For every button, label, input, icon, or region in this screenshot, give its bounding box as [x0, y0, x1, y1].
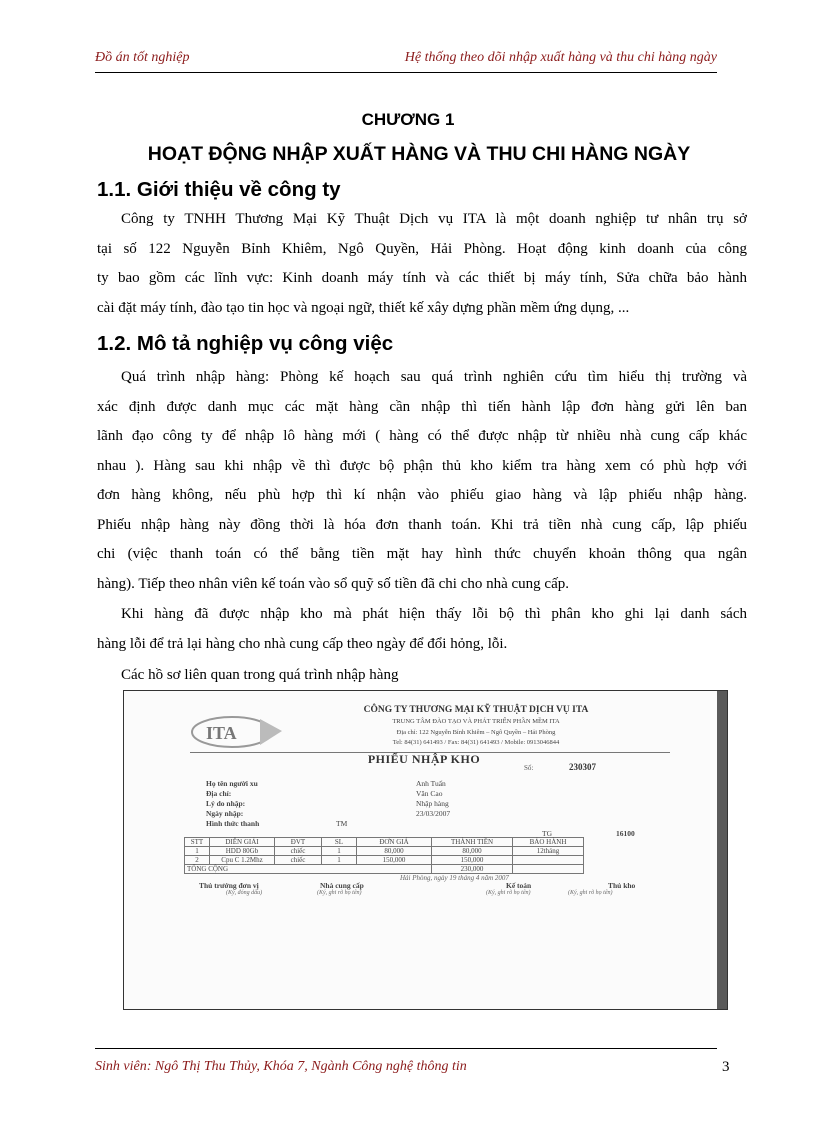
section-1-1-paragraph — [97, 205, 747, 323]
paragraph-line: Phiếu nhập hàng này đồng thời là hóa đơn thanh toán. Khi trả tiền nhà cung cấp, lập phiếu — [97, 516, 747, 533]
paragraph-line: Quá trình nhập hàng: Phòng kế hoạch sau quá trình nghiên cứu tìm hiểu thị trường và — [121, 369, 747, 385]
footer-student: Sinh viên: Ngô Thị Thu Thủy, Khóa 7, Ngành Công nghệ thông tin — [95, 1059, 467, 1074]
table-header-cell: ĐƠN GIÁ — [357, 838, 432, 847]
scan-so-value: 230307 — [569, 762, 596, 772]
table-cell — [513, 865, 584, 874]
paragraph-line: hàng lỗi để trả lại hàng cho nhà cung cấp theo ngày để đổi hỏng, lỗi. — [97, 635, 508, 652]
page-footer — [95, 1048, 730, 1075]
scan-field-label: Họ tên người xu — [206, 779, 258, 788]
scan-field-label: Hình thức thanh — [206, 819, 260, 828]
page-header — [95, 50, 717, 73]
table-header-cell: BẢO HÀNH — [513, 838, 584, 847]
paragraph-line: nhau ). Hàng sau khi nhập về thì được bộ phận thủ kho kiểm tra hàng xem có phù hợp với — [97, 457, 747, 474]
scan-signer-title: Thủ kho — [608, 881, 636, 890]
paragraph-line: xác định được danh mục các mặt hàng cần nhập thì tiến hành lập đơn hàng gửi lên ban — [97, 398, 747, 415]
table-cell: 150,000 — [357, 856, 432, 865]
scan-company-address: Địa chỉ: 122 Nguyễn Bỉnh Khiêm – Ngô Quyền – Hải Phòng — [396, 729, 556, 736]
chapter-label: CHƯƠNG 1 — [361, 110, 455, 129]
header-left: Đồ án tốt nghiệp — [95, 50, 190, 65]
paragraph-line: chi (việc thanh toán có thể bằng tiền mặt hay hình thức chuyển khoản thông qua ngân — [97, 546, 747, 562]
table-cell: 1 — [185, 847, 210, 856]
table-cell: chiếc — [275, 847, 322, 856]
scan-field-value: Anh Tuấn — [416, 779, 446, 788]
table-row — [185, 856, 584, 865]
chapter-title: HOẠT ĐỘNG NHẬP XUẤT HÀNG VÀ THU CHI HÀNG NGÀY — [147, 143, 691, 165]
section-1-2-paragraph-3: Các hồ sơ liên quan trong quá trình nhập hàng — [121, 667, 399, 683]
scan-signer-note: (Ký, ghi rõ họ tên) — [317, 890, 362, 896]
table-cell: 1 — [322, 847, 357, 856]
scan-field-value: TM — [336, 819, 348, 828]
table-cell — [513, 856, 584, 865]
scan-signer-title: Nhà cung cấp — [320, 881, 364, 890]
scan-form-title: PHIẾU NHẬP KHO — [367, 752, 481, 766]
scan-field-label: Lý do nhập: — [206, 799, 246, 808]
scan-field-label: Địa chỉ: — [206, 789, 232, 798]
scan-edge-shadow — [717, 691, 727, 1009]
paragraph-line: tại số 122 Nguyễn Bỉnh Khiêm, Ngô Quyền, Hải Phòng. Hoạt động kinh doanh của công — [97, 240, 747, 257]
table-total-row — [185, 865, 584, 874]
scan-company-sub: TRUNG TÂM ĐÀO TẠO VÀ PHÁT TRIỂN PHẦN MỀM ITA — [392, 718, 560, 725]
scan-tg-value: 16100 — [616, 829, 635, 838]
scan-signer-note: (Ký, ghi rõ họ tên) — [568, 890, 613, 896]
paragraph-line: Khi hàng đã được nhập kho mà phát hiện thấy lỗi bộ thì phân kho ghi lại danh sách — [121, 606, 747, 622]
table-header-cell: STT — [185, 838, 210, 847]
paragraph-line: đơn hàng không, nếu phù hợp thì kí nhận vào phiếu giao hàng và lập phiếu nhập hàng. — [97, 487, 747, 503]
scanned-receipt-image — [123, 690, 728, 1010]
table-cell: HDD 80Gb — [210, 847, 275, 856]
paragraph-line: hàng). Tiếp theo nhân viên kế toán vào sổ quỹ số tiền đã chi cho nhà cung cấp. — [97, 575, 569, 592]
table-row — [185, 847, 584, 856]
section-1-2-paragraph-2 — [97, 600, 747, 659]
table-total-label: TỔNG CỘNG — [185, 865, 432, 874]
header-right: Hệ thống theo dõi nhập xuất hàng và thu chi hàng ngày — [404, 50, 717, 65]
table-cell: 12tháng — [513, 847, 584, 856]
table-header-cell: DIỄN GIẢI — [210, 838, 275, 847]
ita-logo-icon — [190, 711, 288, 753]
scan-field-label: Ngày nhập: — [206, 809, 244, 818]
scan-tg-label: TG — [542, 829, 552, 838]
table-header-cell: THÀNH TIỀN — [432, 838, 513, 847]
section-heading-1-1: 1.1. Giới thiệu về công ty — [97, 178, 341, 201]
section-1-2-paragraph-1 — [97, 363, 747, 599]
table-total-value: 230,000 — [432, 865, 513, 874]
paragraph-line: cài đặt máy tính, đào tạo tin học và ngoại ngữ, thiết kế xây dựng phần mềm ứng dụng, ... — [97, 299, 630, 316]
scan-signer-title: Thủ trưởng đơn vị — [199, 881, 259, 890]
table-cell: 2 — [185, 856, 210, 865]
paragraph-line: ty bao gồm các lĩnh vực: Kinh doanh máy tính và các thiết bị máy tính, Sửa chữa bảo hành — [97, 270, 747, 286]
table-cell: 80,000 — [432, 847, 513, 856]
table-cell: 150,000 — [432, 856, 513, 865]
table-cell: Cpu C 1.2Mhz — [210, 856, 275, 865]
scan-company-contact: Tel: 84(31) 641493 / Fax: 84(31) 641493 / Mobile: 0913046844 — [392, 739, 560, 746]
paragraph-line: Công ty TNHH Thương Mại Kỹ Thuật Dịch vụ ITA là một doanh nghiệp tư nhân trụ sở — [121, 211, 747, 227]
scan-signer-note: (Ký, đóng dấu) — [226, 890, 263, 896]
table-header-row — [185, 838, 584, 847]
scan-field-value: Nhập hàng — [416, 799, 449, 808]
table-cell: 80,000 — [357, 847, 432, 856]
scan-signer-note: (Ký, ghi rõ họ tên) — [486, 890, 531, 896]
scan-items-table — [184, 837, 584, 874]
table-header-cell: SL — [322, 838, 357, 847]
paragraph-line: lãnh đạo công ty để nhập lô hàng mới ( hàng có thể được nhập từ nhiều nhà cung cấp khác — [97, 428, 747, 444]
scan-company-name: CÔNG TY THƯƠNG MẠI KỸ THUẬT DỊCH VỤ ITA — [363, 705, 589, 715]
scan-place-date: Hải Phòng, ngày 19 tháng 4 năm 2007 — [400, 874, 509, 882]
table-cell: chiếc — [275, 856, 322, 865]
svg-text:ITA: ITA — [206, 723, 237, 743]
scan-signer-title: Kế toán — [506, 881, 532, 890]
page-number: 3 — [722, 1059, 730, 1075]
scan-field-value: 23/03/2007 — [416, 809, 451, 818]
scan-so-label: Số: — [524, 764, 534, 772]
section-heading-1-2: 1.2. Mô tả nghiệp vụ công việc — [97, 332, 394, 355]
table-header-cell: ĐVT — [275, 838, 322, 847]
scan-field-value: Văn Cao — [416, 789, 443, 798]
table-cell: 1 — [322, 856, 357, 865]
